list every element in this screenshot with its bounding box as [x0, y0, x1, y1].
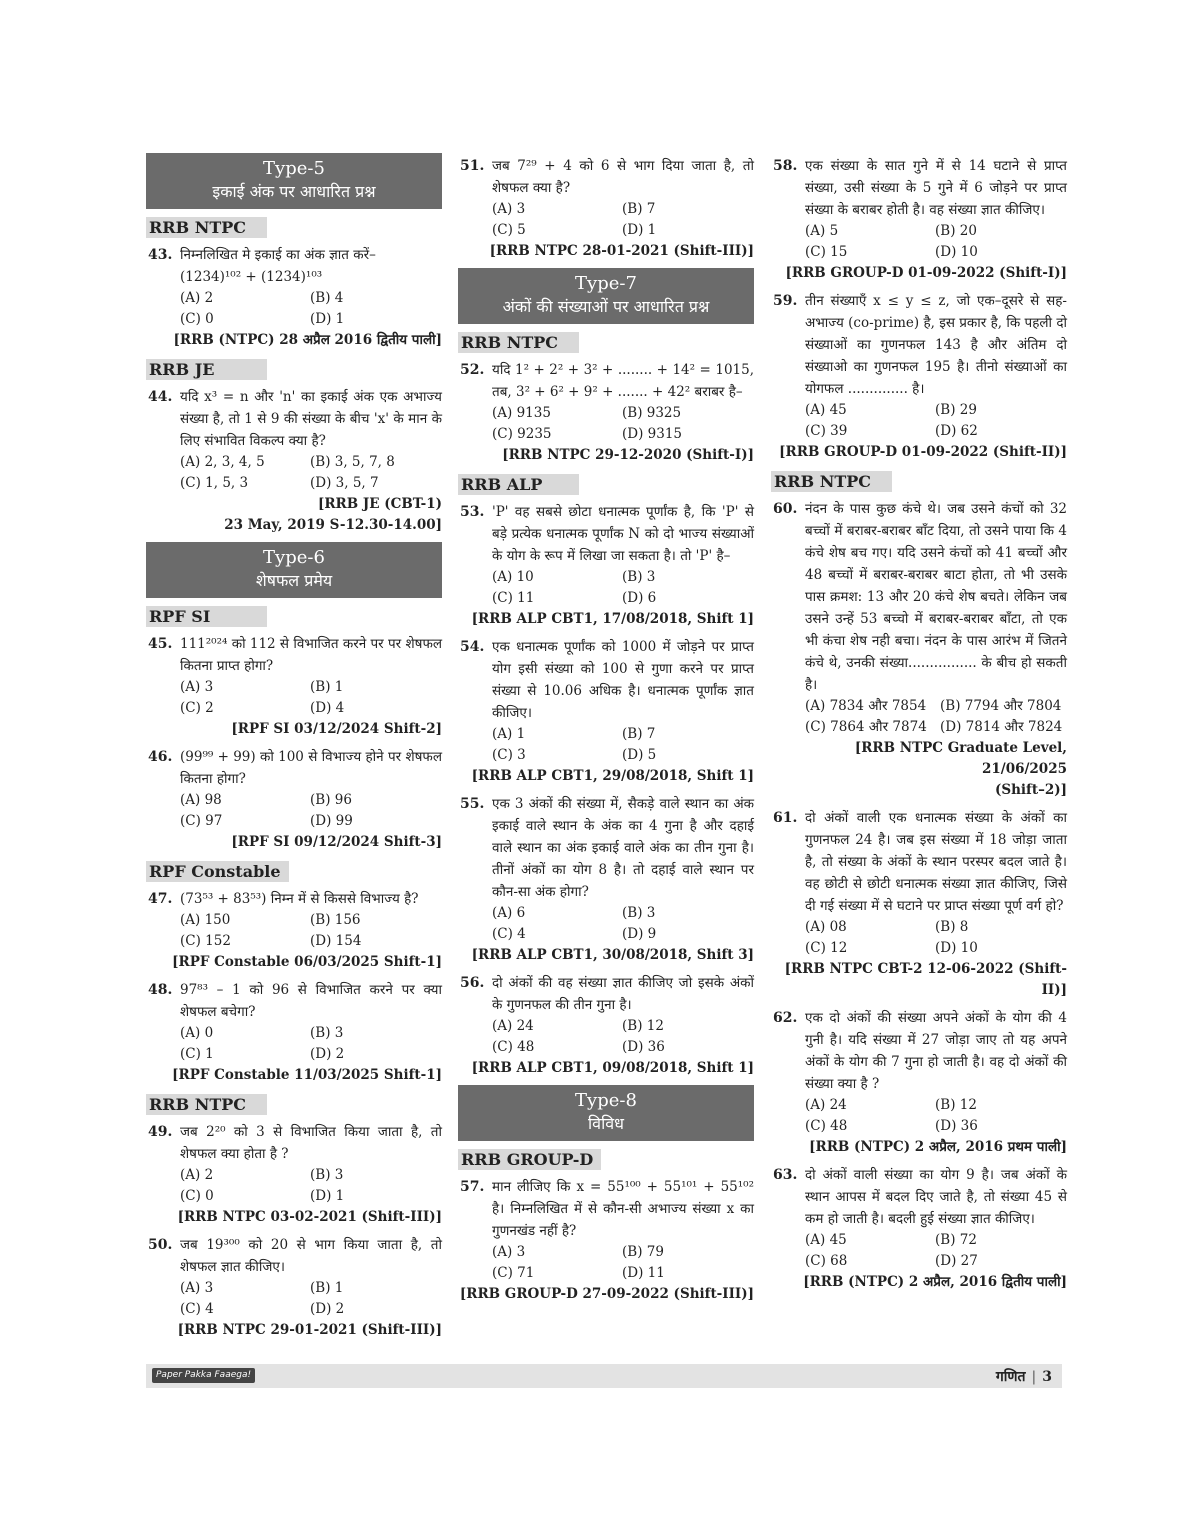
question-47 [146, 888, 442, 952]
option-d: (D) 1 [310, 311, 345, 327]
option-d: (D) 62 [935, 423, 978, 439]
option-b: (B) 20 [935, 223, 977, 239]
question-49 [146, 1121, 442, 1207]
question-stem: दो अंकों वाली एक धनात्मक संख्या के अंकों का गुणनफल 24 है। जब इस संख्या में 18 जोड़ा जाता है, तो संख्या के अंकों के स्थान परस्पर बदल जाते है। वह छोटी से छोटी धनात्मक संख्या ज्ञात कीजिए, जिसे दी गई संख्या में से घटाने पर प्राप्त संख्या पूर्ण वर्ग हो? [805, 810, 1067, 914]
option-b: (B) 4 [310, 290, 344, 306]
source-ref-line2: 23 May, 2019 S-12.30-14.00] [224, 517, 442, 533]
question-stem: दो अंकों वाली संख्या का योग 9 है। जब अंकों के स्थान आपस में बदल दिए जाते है, तो संख्या 45 से कम हो जाती है। बदली हुई संख्या ज्ञात कीजिए। [805, 1167, 1067, 1227]
option-d: (D) 154 [310, 933, 362, 949]
question-stem: जब 7²⁹ + 4 को 6 से भाग दिया जाता है, तो शेषफल क्या है? [492, 158, 754, 196]
separator: | [1031, 1369, 1037, 1385]
exam-tag: RPF SI [146, 606, 267, 627]
question-number: 50. [148, 1237, 173, 1253]
source-ref: [RRB NTPC 03-02-2021 (Shift-III)] [177, 1209, 442, 1225]
question-number: 46. [148, 749, 173, 765]
source-ref: [RRB GROUP-D 01-09-2022 (Shift-I)] [785, 265, 1067, 281]
source-ref: [RPF Constable 11/03/2025 Shift-1] [172, 1067, 442, 1083]
option-d: (D) 99 [310, 813, 353, 829]
source-ref: [RPF Constable 06/03/2025 Shift-1] [172, 954, 442, 970]
exam-tag: RRB GROUP-D [458, 1149, 601, 1170]
type-5-subtitle: इकाई अंक पर आधारित प्रश्न [212, 182, 376, 201]
page-label [996, 1367, 1052, 1386]
option-c: (C) 15 [805, 244, 848, 260]
option-c: (C) 0 [180, 311, 214, 327]
option-b: (B) 3 [622, 569, 656, 585]
exam-tag: RRB NTPC [458, 332, 579, 353]
option-a: (A) 150 [180, 912, 231, 928]
source-ref: [RRB NTPC 29-01-2021 (Shift-III)] [177, 1322, 442, 1338]
options [492, 403, 754, 445]
exam-tag: RRB NTPC [146, 1094, 267, 1115]
option-b: (B) 1 [310, 679, 344, 695]
option-d: (D) 9315 [622, 426, 683, 442]
question-50 [146, 1234, 442, 1320]
question-60 [771, 498, 1067, 738]
question-number: 48. [148, 982, 173, 998]
question-stem: (73⁵³ + 83⁵³) निम्न में से किससे विभाज्य है? [180, 891, 419, 907]
source-ref: [RRB ALP CBT1, 09/08/2018, Shift 1] [471, 1060, 754, 1076]
options [180, 452, 442, 494]
option-d: (D) 1 [310, 1188, 345, 1204]
option-a: (A) 5 [805, 223, 839, 239]
source-ref: [RRB JE (CBT-1) [317, 496, 442, 512]
option-c: (C) 68 [805, 1253, 848, 1269]
option-b: (B) 1 [310, 1280, 344, 1296]
brand-logo: Paper Pakka Faaega! [152, 1368, 255, 1383]
option-b: (B) 7794 और 7804 [940, 698, 1062, 714]
options [180, 910, 442, 952]
question-stem: यदि x³ = n और 'n' का इकाई अंक एक अभाज्य संख्या है, तो 1 से 9 की संख्या के बीच 'x' के मान के लिए संभावित विकल्प क्या है? [180, 389, 442, 449]
subject-label: गणित [995, 1369, 1026, 1385]
type-5-banner [146, 153, 442, 209]
option-b: (B) 8 [935, 919, 969, 935]
option-a: (A) 0 [180, 1025, 214, 1041]
option-b: (B) 12 [935, 1097, 977, 1113]
question-number: 55. [460, 796, 485, 812]
question-number: 49. [148, 1124, 173, 1140]
type-8-banner [458, 1085, 754, 1141]
option-a: (A) 24 [492, 1018, 534, 1034]
option-d: (D) 10 [935, 940, 978, 956]
question-stem: एक धनात्मक पूर्णांक को 1000 में जोड़ने पर प्राप्त योग इसी संख्या को 100 से गुणा करने पर प्राप्त संख्या से 10.06 अधिक है। धनात्मक पूर्णांक ज्ञात कीजिए। [492, 639, 754, 721]
exam-tag: RPF Constable [146, 861, 289, 882]
option-b: (B) 3, 5, 7, 8 [310, 454, 395, 470]
question-56 [458, 972, 754, 1058]
question-number: 58. [773, 158, 798, 174]
source-ref: [RRB ALP CBT1, 29/08/2018, Shift 1] [471, 768, 754, 784]
option-a: (A) 1 [492, 726, 526, 742]
options [805, 1095, 1067, 1137]
option-c: (C) 39 [805, 423, 848, 439]
option-d: (D) 5 [622, 747, 657, 763]
option-b: (B) 7 [622, 726, 656, 742]
options [180, 288, 442, 330]
options [180, 790, 442, 832]
option-d: (D) 4 [310, 700, 345, 716]
option-b: (B) 9325 [622, 405, 682, 421]
type-7-banner [458, 268, 754, 324]
question-expression: (1234)¹⁰² + (1234)¹⁰³ [180, 269, 323, 285]
source-ref: [RRB ALP CBT1, 30/08/2018, Shift 3] [471, 947, 754, 963]
source-ref-line2: (Shift–2)] [994, 782, 1067, 798]
option-c: (C) 9235 [492, 426, 552, 442]
column-1 [146, 153, 442, 1347]
option-d: (D) 7814 और 7824 [940, 719, 1063, 735]
question-number: 54. [460, 639, 485, 655]
type-8-title: Type-8 [575, 1090, 637, 1111]
option-a: (A) 3 [492, 1244, 526, 1260]
question-stem: मान लीजिए कि x = 55¹⁰⁰ + 55¹⁰¹ + 55¹⁰² है। निम्नलिखित में से कौन-सी अभाज्य संख्या x का गुणनखंड नहीं है? [492, 1179, 754, 1239]
options [492, 199, 754, 241]
question-stem: 97⁸³ – 1 को 96 से विभाजित करने पर क्या शेषफल बचेगा? [180, 982, 442, 1020]
question-stem: 'P' वह सबसे छोटा धनात्मक पूर्णांक है, कि 'P' से बड़े प्रत्येक धनात्मक पूर्णांक N को दो भाज्य संख्याओं के योग के रूप में लिखा जा सकता है। तो 'P' है– [492, 504, 754, 564]
options [180, 677, 442, 719]
option-b: (B) 79 [622, 1244, 664, 1260]
question-46 [146, 746, 442, 832]
option-c: (C) 0 [180, 1188, 214, 1204]
question-number: 44. [148, 389, 173, 405]
question-stem: एक संख्या के सात गुने में से 14 घटाने से प्राप्त संख्या, उसी संख्या के 5 गुने में 6 जोड़ने पर प्राप्त संख्या के बराबर होती है। वह संख्या ज्ञात कीजिए। [805, 158, 1067, 218]
option-d: (D) 36 [622, 1039, 665, 1055]
question-number: 61. [773, 810, 798, 826]
option-c: (C) 4 [492, 926, 526, 942]
question-44 [146, 386, 442, 494]
option-a: (A) 3 [180, 679, 214, 695]
option-a: (A) 3 [180, 1280, 214, 1296]
question-57 [458, 1176, 754, 1284]
question-55 [458, 793, 754, 945]
source-ref: [RRB NTPC 28-01-2021 (Shift-III)] [489, 243, 754, 259]
option-b: (B) 29 [935, 402, 977, 418]
question-61 [771, 807, 1067, 959]
source-ref: [RPF SI 09/12/2024 Shift-3] [231, 834, 442, 850]
question-number: 57. [460, 1179, 485, 1195]
question-stem: जब 19³⁰⁰ को 20 से भाग किया जाता है, तो शेषफल ज्ञात कीजिए। [180, 1237, 442, 1275]
option-c: (C) 2 [180, 700, 214, 716]
question-number: 51. [460, 158, 485, 174]
option-d: (D) 3, 5, 7 [310, 475, 379, 491]
option-c: (C) 97 [180, 813, 223, 829]
option-a: (A) 10 [492, 569, 534, 585]
options [180, 1278, 442, 1320]
type-5-title: Type-5 [263, 158, 325, 179]
source-ref: [RRB NTPC 29-12-2020 (Shift-I)] [502, 447, 754, 463]
option-b: (B) 96 [310, 792, 352, 808]
page-footer [146, 1364, 1062, 1388]
option-b: (B) 72 [935, 1232, 977, 1248]
question-number: 62. [773, 1010, 798, 1026]
option-b: (B) 7 [622, 201, 656, 217]
source-ref: [RRB (NTPC) 2 अप्रैल, 2016 द्वितीय पाली] [803, 1274, 1067, 1290]
options [805, 696, 1067, 738]
question-43 [146, 244, 442, 330]
type-6-banner [146, 542, 442, 598]
option-c: (C) 11 [492, 590, 535, 606]
option-d: (D) 2 [310, 1301, 345, 1317]
option-a: (A) 6 [492, 905, 526, 921]
option-c: (C) 7864 और 7874 [805, 719, 927, 735]
option-a: (A) 08 [805, 919, 847, 935]
option-d: (D) 2 [310, 1046, 345, 1062]
question-48 [146, 979, 442, 1065]
question-number: 52. [460, 362, 485, 378]
option-c: (C) 5 [492, 222, 526, 238]
option-a: (A) 24 [805, 1097, 847, 1113]
options [492, 724, 754, 766]
question-number: 60. [773, 501, 798, 517]
option-c: (C) 1, 5, 3 [180, 475, 249, 491]
source-ref: [RRB NTPC CBT-2 12-06-2022 (Shift-II)] [784, 961, 1067, 998]
options [180, 1165, 442, 1207]
option-a: (A) 45 [805, 1232, 847, 1248]
question-stem: तीन संख्याएँ x ≤ y ≤ z, जो एक–दूसरे से सह-अभाज्य (co-prime) है, इस प्रकार है, कि पहली दो संख्याओं का गुणनफल 143 है और अंतिम दो संख्याओ का गुणनफल 195 है। तीनो संख्याओं का योगफल .............. है। [805, 293, 1067, 397]
source-ref: [RRB GROUP-D 01-09-2022 (Shift-II)] [779, 444, 1067, 460]
option-d: (D) 1 [622, 222, 657, 238]
question-number: 53. [460, 504, 485, 520]
question-53 [458, 501, 754, 609]
option-c: (C) 12 [805, 940, 848, 956]
question-stem: एक दो अंकों की संख्या अपने अंकों के योग की 4 गुनी है। यदि संख्या में 27 जोड़ा जाए तो यह अपने अंकों के योग की 7 गुना हो जाती है। वह दो अंकों की संख्या क्या है ? [805, 1010, 1067, 1092]
type-8-subtitle: विविध [588, 1114, 624, 1133]
option-b: (B) 3 [310, 1025, 344, 1041]
question-number: 63. [773, 1167, 798, 1183]
question-number: 56. [460, 975, 485, 991]
option-d: (D) 9 [622, 926, 657, 942]
question-45 [146, 633, 442, 719]
option-c: (C) 48 [805, 1118, 848, 1134]
question-54 [458, 636, 754, 766]
question-stem: एक 3 अंकों की संख्या में, सैकड़े वाले स्थान का अंक इकाई वाले स्थान के अंक का 4 गुना है और दहाई वाले स्थान का अंक इकाई वाले अंक का तीन गुना है। तीनों अंकों का योग 8 है। तो दहाई वाले स्थान पर कौन-सा अंक होगा? [492, 796, 754, 900]
question-stem: जब 2²⁰ को 3 से विभाजित किया जाता है, तो शेषफल क्या होता है ? [180, 1124, 442, 1162]
source-ref: [RPF SI 03/12/2024 Shift-2] [231, 721, 442, 737]
option-a: (A) 2 [180, 1167, 214, 1183]
option-a: (A) 9135 [492, 405, 551, 421]
option-a: (A) 98 [180, 792, 222, 808]
options [805, 1230, 1067, 1272]
option-c: (C) 48 [492, 1039, 535, 1055]
question-number: 45. [148, 636, 173, 652]
column-2 [458, 153, 754, 1311]
option-c: (C) 3 [492, 747, 526, 763]
option-b: (B) 12 [622, 1018, 664, 1034]
question-stem: दो अंकों की वह संख्या ज्ञात कीजिए जो इसके अंकों के गुणनफल की तीन गुना है। [492, 975, 754, 1013]
option-b: (B) 156 [310, 912, 361, 928]
options [180, 1023, 442, 1065]
question-59 [771, 290, 1067, 442]
question-58 [771, 155, 1067, 263]
option-a: (A) 2, 3, 4, 5 [180, 454, 265, 470]
option-d: (D) 36 [935, 1118, 978, 1134]
question-number: 59. [773, 293, 798, 309]
question-number: 47. [148, 891, 173, 907]
option-c: (C) 71 [492, 1265, 535, 1281]
option-c: (C) 4 [180, 1301, 214, 1317]
option-d: (D) 10 [935, 244, 978, 260]
option-d: (D) 6 [622, 590, 657, 606]
question-stem: नंदन के पास कुछ कंचे थे। जब उसने कंचों को 32 बच्चों में बराबर-बराबर बाँट दिया, तो उसने पाया कि 4 कंचे शेष बच गए। यदि उसने कंचों को 41 बच्चों और 48 बच्चों में बराबर-बराबर बाटा होता, तो भी उसके पास क्रमश: 13 और 20 कंचे शेष बचते। लेकिन जब उसने उन्हें 53 बच्चो में बराबर-बराबर बाँटा, तो एक भी कंचा शेष नही बचा। नंदन के पास आरंभ में जितने कंचे थे, उनकी संख्या................ के बीच हो सकती है। [805, 501, 1067, 693]
options [492, 1016, 754, 1058]
question-stem: 111²⁰²⁴ को 112 से विभाजित करने पर पर शेषफल कितना प्राप्त होगा? [180, 636, 443, 674]
column-3 [771, 153, 1067, 1299]
question-stem: यदि 1² + 2² + 3² + ........ + 14² = 1015, तब, 3² + 6² + 9² + ....... + 42² बराबर है– [492, 362, 754, 400]
option-a: (A) 3 [492, 201, 526, 217]
option-a: (A) 2 [180, 290, 214, 306]
options [492, 903, 754, 945]
option-a: (A) 45 [805, 402, 847, 418]
source-ref: [RRB ALP CBT1, 17/08/2018, Shift 1] [471, 611, 754, 627]
source-ref: [RRB NTPC Graduate Level, 21/06/2025 [854, 740, 1067, 777]
option-a: (A) 7834 और 7854 [805, 698, 927, 714]
type-6-title: Type-6 [263, 547, 325, 568]
question-51 [458, 155, 754, 241]
option-c: (C) 1 [180, 1046, 214, 1062]
options [492, 567, 754, 609]
options [492, 1242, 754, 1284]
source-ref: [RRB GROUP-D 27-09-2022 (Shift-III)] [459, 1286, 754, 1302]
page-number: 3 [1042, 1369, 1052, 1385]
source-ref: [RRB (NTPC) 2 अप्रैल, 2016 प्रथम पाली] [809, 1139, 1067, 1155]
exam-tag: RRB ALP [458, 474, 579, 495]
question-stem: (99⁹⁹ + 99) को 100 से विभाज्य होने पर शेषफल कितना होगा? [180, 749, 442, 787]
type-7-title: Type-7 [575, 273, 637, 294]
exam-tag: RRB JE [146, 359, 267, 380]
source-ref: [RRB (NTPC) 28 अप्रैल 2016 द्वितीय पाली] [173, 332, 442, 348]
exam-tag: RRB NTPC [771, 471, 892, 492]
options [805, 400, 1067, 442]
option-d: (D) 11 [622, 1265, 665, 1281]
option-b: (B) 3 [310, 1167, 344, 1183]
options [805, 917, 1067, 959]
type-6-subtitle: शेषफल प्रमेय [255, 571, 333, 590]
type-7-subtitle: अंकों की संख्याओं पर आधारित प्रश्न [502, 297, 710, 316]
exam-tag: RRB NTPC [146, 217, 267, 238]
question-stem: निम्नलिखित मे इकाई का अंक ज्ञात करें– [180, 247, 376, 263]
question-62 [771, 1007, 1067, 1137]
question-63 [771, 1164, 1067, 1272]
options [805, 221, 1067, 263]
question-number: 43. [148, 247, 173, 263]
option-c: (C) 152 [180, 933, 231, 949]
option-b: (B) 3 [622, 905, 656, 921]
option-d: (D) 27 [935, 1253, 978, 1269]
question-52 [458, 359, 754, 445]
